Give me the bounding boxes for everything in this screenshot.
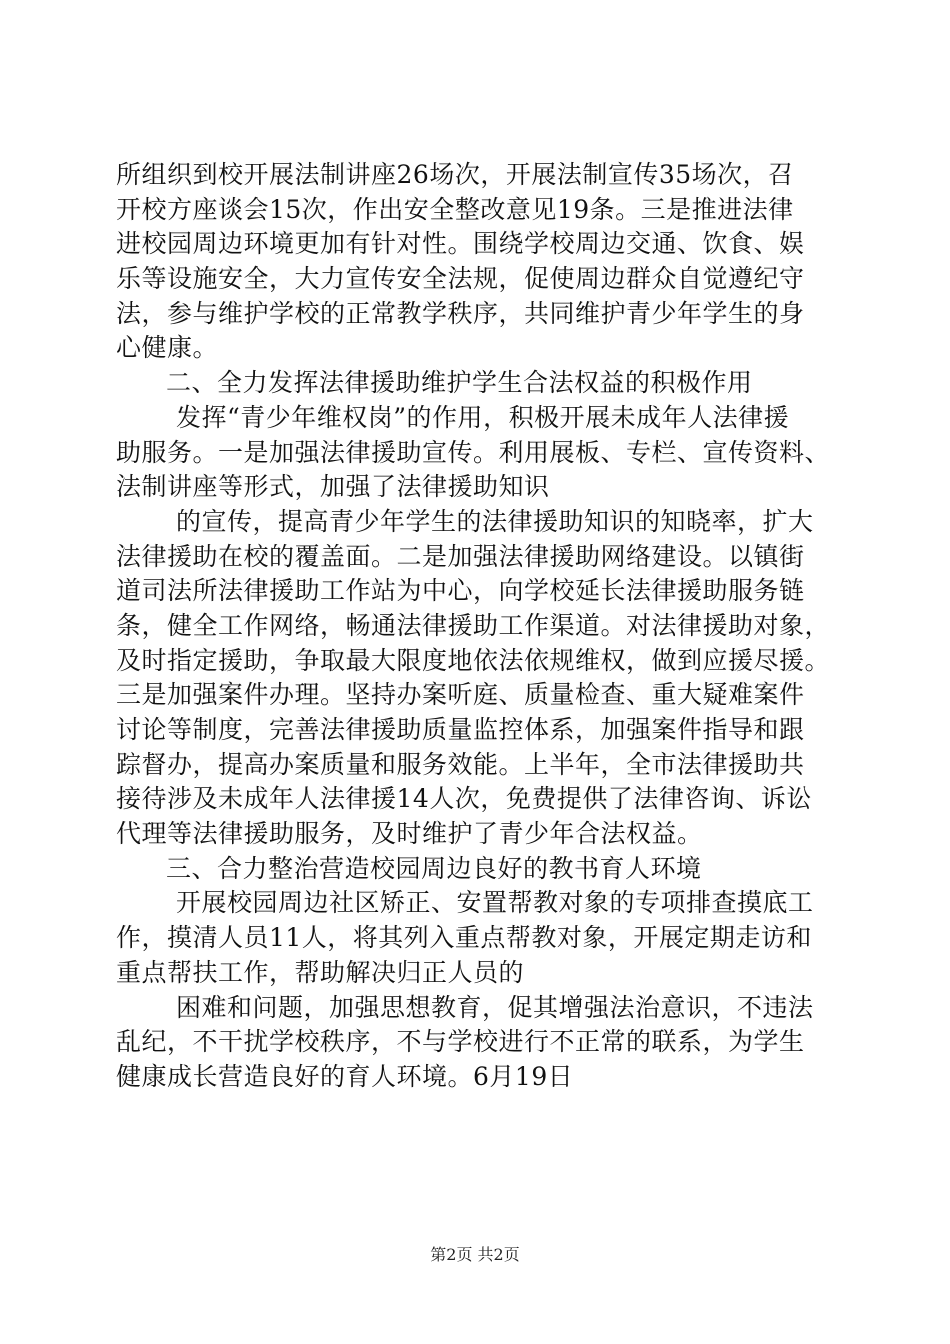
body-line: 法，参与维护学校的正常教学秩序，共同维护青少年学生的身 xyxy=(116,298,805,328)
body-line: 的宣传，提高青少年学生的法律援助知识的知晓率，扩大 xyxy=(176,506,814,536)
body-line: 所组织到校开展法制讲座26场次，开展法制宣传35场次，召 xyxy=(116,160,794,189)
body-line: 条，健全工作网络，畅通法律援助工作渠道。对法律援助对象， xyxy=(116,610,831,640)
body-line: 进校园周边环境更加有针对性。围绕学校周边交通、饮食、娱 xyxy=(116,229,805,259)
page-footer xyxy=(0,1244,950,1266)
body-line: 助服务。一是加强法律援助宣传。利用展板、专栏、宣传资料、 xyxy=(116,437,831,467)
body-line: 接待涉及未成年人法律援14人次，免费提供了法律咨询、诉讼 xyxy=(116,784,812,814)
body-line: 及时指定援助，争取最大限度地依法依规维权，做到应援尽援。 xyxy=(116,645,831,675)
body-line: 心健康。 xyxy=(116,333,219,363)
body-line: 法制讲座等形式，加强了法律援助知识 xyxy=(116,472,550,502)
body-line: 健康成长营造良好的育人环境。6月19日 xyxy=(116,1061,574,1091)
body-line: 代理等法律援助服务，及时维护了青少年合法权益。 xyxy=(116,819,703,849)
body-line: 乐等设施安全，大力宣传安全法规，促使周边群众自觉遵纪守 xyxy=(116,264,805,294)
body-line: 踪督办，提高办案质量和服务效能。上半年，全市法律援助共 xyxy=(116,749,805,779)
body-line: 开展校园周边社区矫正、安置帮教对象的专项排查摸底工 xyxy=(176,888,814,918)
body-line: 困难和问题，加强思想教育，促其增强法治意识，不违法 xyxy=(176,992,814,1022)
body-line: 开校方座谈会15次，作出安全整改意见19条。三是推进法律 xyxy=(116,194,794,224)
body-line: 乱纪，不干扰学校秩序，不与学校进行不正常的联系，为学生 xyxy=(116,1027,805,1057)
body-line: 道司法所法律援助工作站为中心，向学校延长法律援助服务链 xyxy=(116,576,805,606)
body-line: 发挥“青少年维权岗”的作用，积极开展未成年人法律援 xyxy=(176,402,790,432)
body-line: 三是加强案件办理。坚持办案听庭、质量检查、重大疑难案件 xyxy=(116,680,805,710)
page-number: 第2页 共2页 xyxy=(430,1245,520,1264)
section-heading-3: 三、合力整治营造校园周边良好的教书育人环境 xyxy=(166,853,702,883)
body-line: 法律援助在校的覆盖面。二是加强法律援助网络建设。以镇街 xyxy=(116,541,805,571)
document-body xyxy=(116,158,836,1095)
body-line: 重点帮扶工作，帮助解决归正人员的 xyxy=(116,957,525,987)
section-heading-2: 二、全力发挥法律援助维护学生合法权益的积极作用 xyxy=(166,368,753,398)
body-line: 讨论等制度，完善法律援助质量监控体系，加强案件指导和跟 xyxy=(116,715,805,744)
body-line: 作，摸清人员11人，将其列入重点帮教对象，开展定期走访和 xyxy=(116,923,812,953)
